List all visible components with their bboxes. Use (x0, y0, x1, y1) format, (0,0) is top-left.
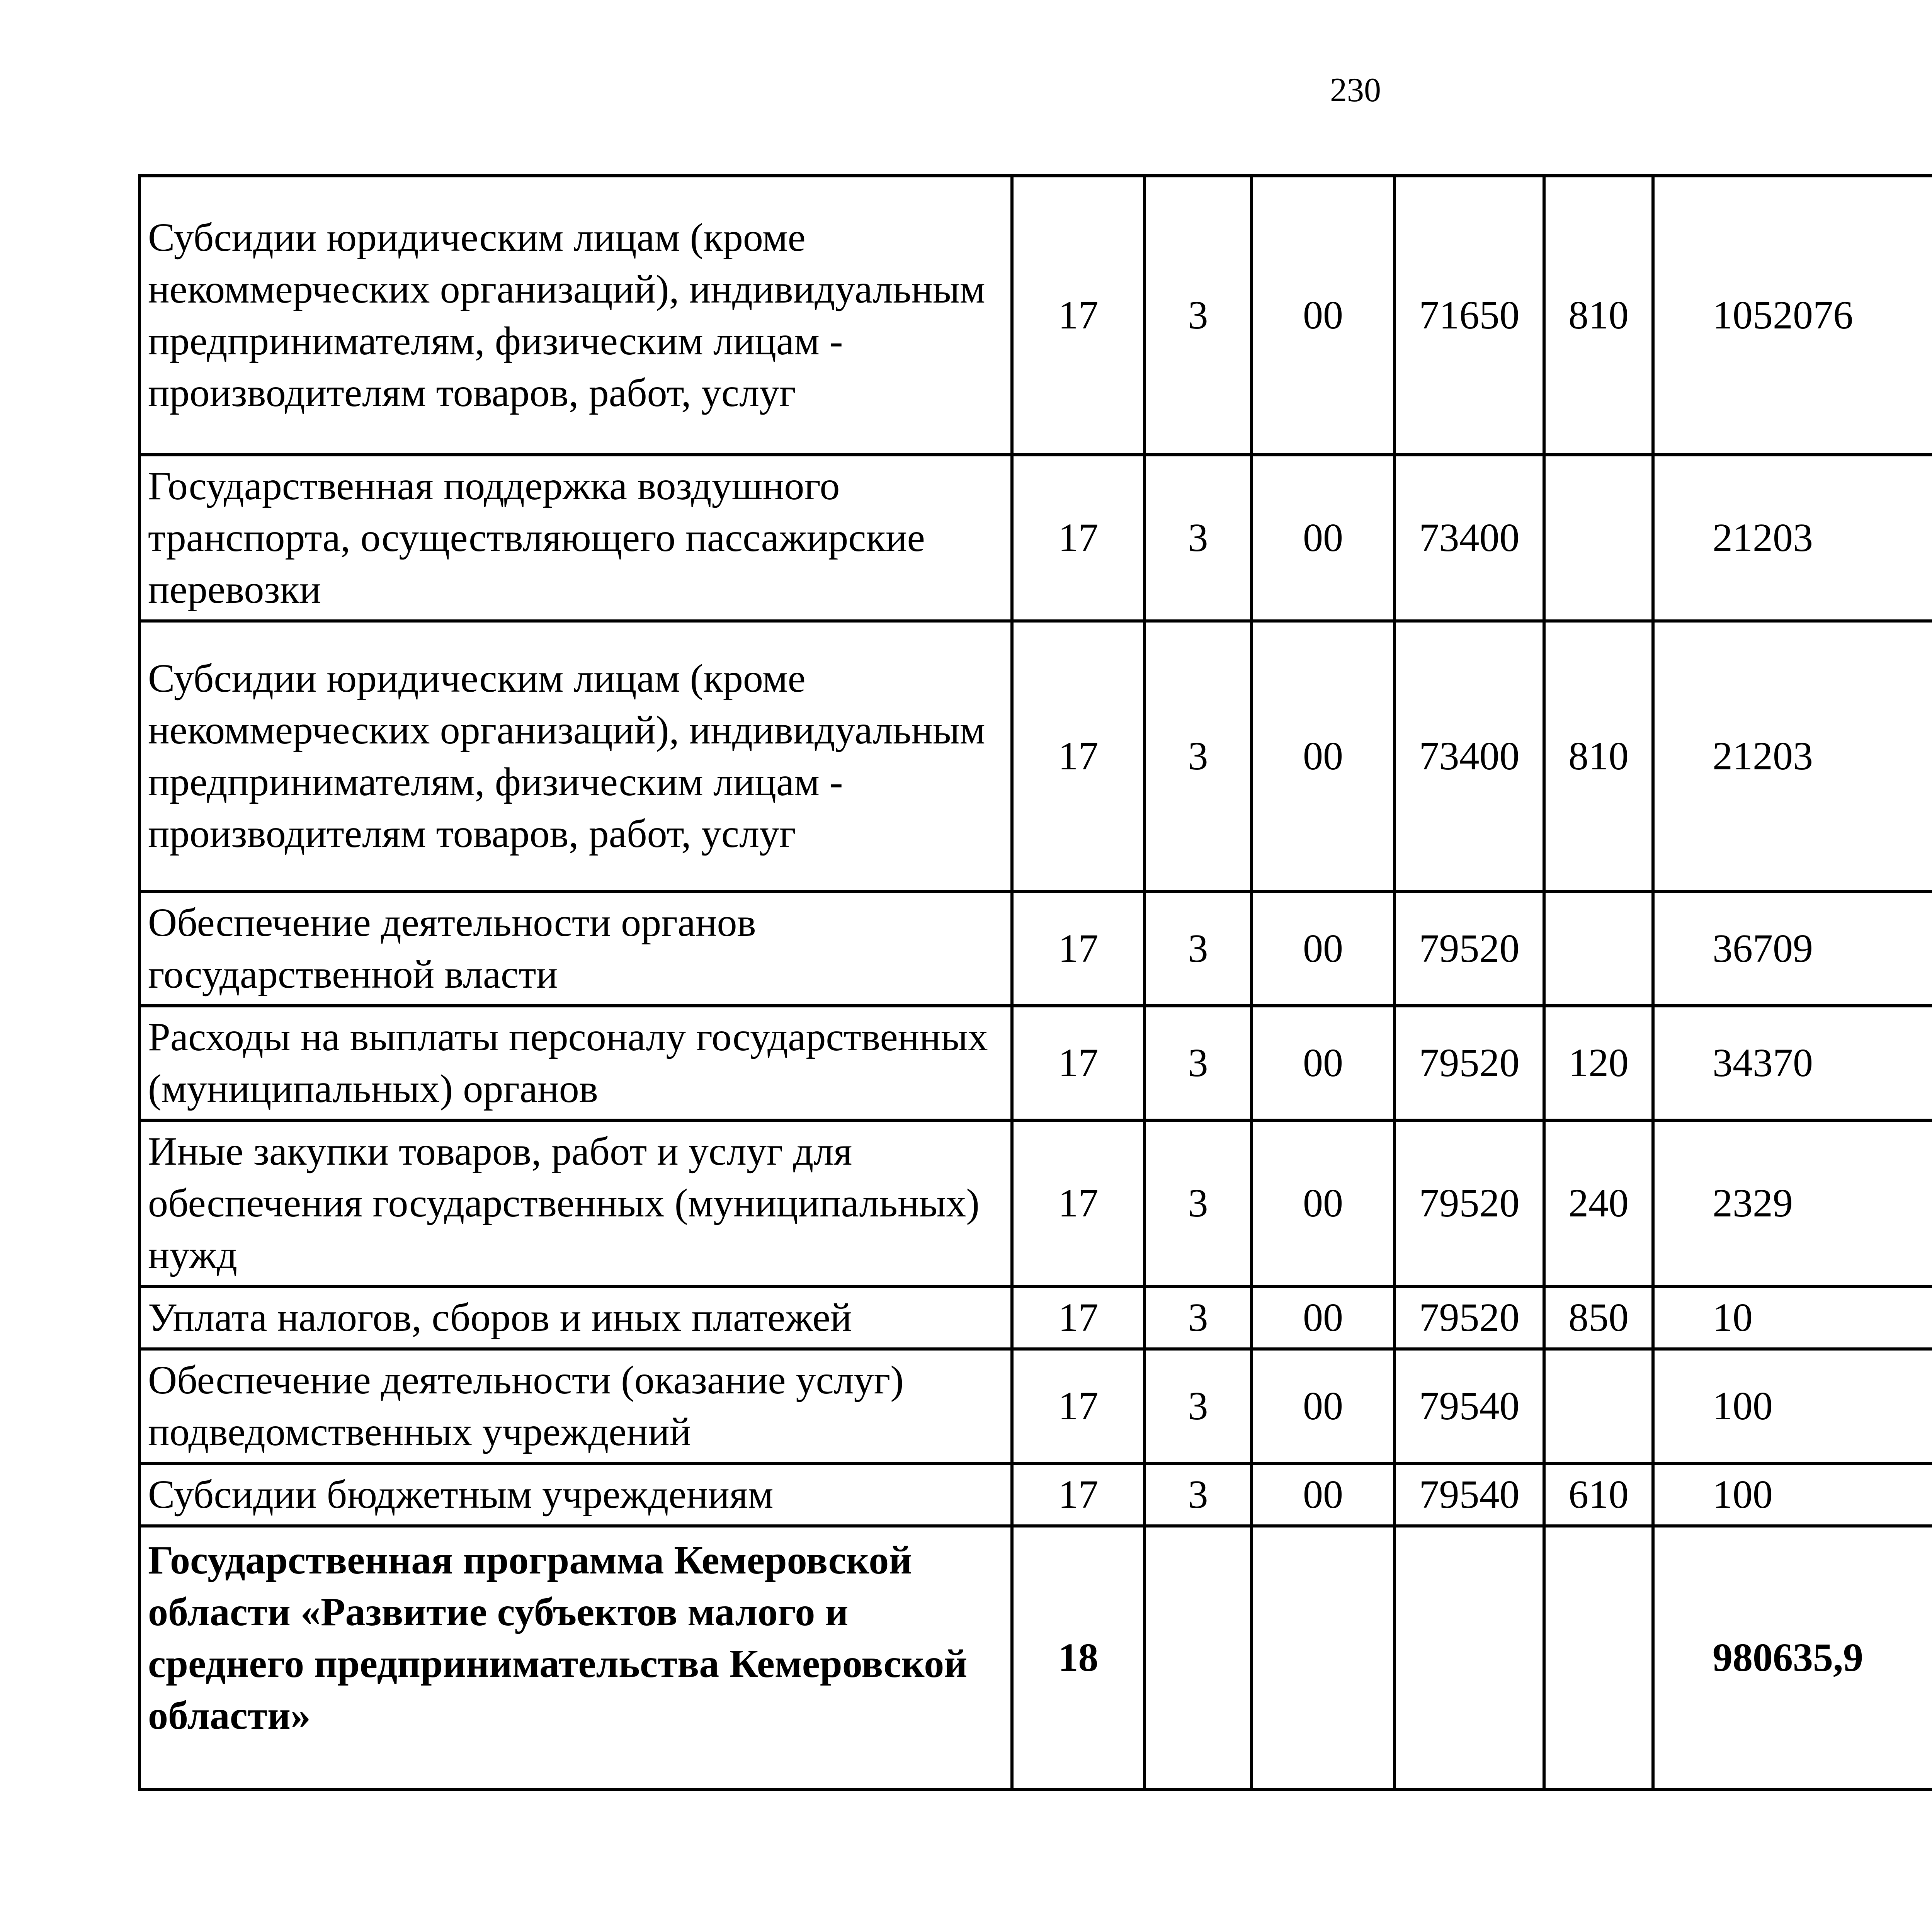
code-target-article: 79540 (1395, 1463, 1544, 1526)
code-subsection: 00 (1252, 1006, 1395, 1120)
code-expense-type: 850 (1544, 1286, 1653, 1349)
code-expense-type: 240 (1544, 1120, 1653, 1286)
row-name: Обеспечение деятельности (оказание услуг) подведомственных учреждений (139, 1349, 1012, 1463)
code-ministry: 17 (1012, 1463, 1145, 1526)
code-expense-type: 120 (1544, 1006, 1653, 1120)
code-ministry: 17 (1012, 1349, 1145, 1463)
code-section: 3 (1145, 1286, 1252, 1349)
code-ministry: 17 (1012, 621, 1145, 891)
code-expense-type (1544, 1526, 1653, 1789)
code-target-article: 73400 (1395, 621, 1544, 891)
table-row (139, 455, 1932, 621)
row-name: Государственная поддержка воздушного транспорта, осуществляющего пассажирские перевозки (139, 455, 1012, 621)
code-ministry: 17 (1012, 891, 1145, 1006)
code-subsection: 00 (1252, 455, 1395, 621)
amount-1: 100 (1653, 1349, 1932, 1463)
code-ministry: 17 (1012, 1286, 1145, 1349)
code-target-article: 71650 (1395, 176, 1544, 455)
code-expense-type (1544, 891, 1653, 1006)
table-row (139, 621, 1932, 891)
code-subsection: 00 (1252, 621, 1395, 891)
row-name: Субсидии юридическим лицам (кроме некоммерческих организаций), индивидуальным предпринимателям, физическим лицам - производителям товаров, работ, услуг (139, 621, 1012, 891)
table-row (139, 1120, 1932, 1286)
table-row-program-total (139, 1526, 1932, 1789)
table-row (139, 1286, 1932, 1349)
row-name: Уплата налогов, сборов и иных платежей (139, 1286, 1012, 1349)
code-ministry: 17 (1012, 1120, 1145, 1286)
row-name: Иные закупки товаров, работ и услуг для обеспечения государственных (муниципальных) нужд (139, 1120, 1012, 1286)
amount-1: 34370 (1653, 1006, 1932, 1120)
code-section: 3 (1145, 176, 1252, 455)
row-name: Обеспечение деятельности органов государственной власти (139, 891, 1012, 1006)
amount-1: 21203 (1653, 621, 1932, 891)
code-subsection: 00 (1252, 1120, 1395, 1286)
code-section: 3 (1145, 1349, 1252, 1463)
amount-1: 2329 (1653, 1120, 1932, 1286)
table-row (139, 1463, 1932, 1526)
code-expense-type (1544, 1349, 1653, 1463)
code-target-article: 79540 (1395, 1349, 1544, 1463)
code-ministry: 18 (1012, 1526, 1145, 1789)
code-expense-type: 810 (1544, 621, 1653, 891)
budget-table (138, 174, 1932, 1791)
row-name: Государственная программа Кемеровской области «Развитие субъектов малого и среднего предпринимательства Кемеровской области» (139, 1526, 1012, 1789)
table-row (139, 891, 1932, 1006)
code-target-article: 79520 (1395, 1286, 1544, 1349)
code-subsection: 00 (1252, 891, 1395, 1006)
table-row (139, 1349, 1932, 1463)
code-section (1145, 1526, 1252, 1789)
code-ministry: 17 (1012, 1006, 1145, 1120)
code-section: 3 (1145, 891, 1252, 1006)
row-name: Субсидии юридическим лицам (кроме некоммерческих организаций), индивидуальным предпринимателям, физическим лицам - производителям товаров, работ, услуг (139, 176, 1012, 455)
code-ministry: 17 (1012, 176, 1145, 455)
amount-1: 1052076 (1653, 176, 1932, 455)
amount-1: 10 (1653, 1286, 1932, 1349)
amount-1: 36709 (1653, 891, 1932, 1006)
amount-1: 100 (1653, 1463, 1932, 1526)
table-row (139, 1006, 1932, 1120)
code-ministry: 17 (1012, 455, 1145, 621)
code-target-article: 79520 (1395, 1120, 1544, 1286)
code-target-article: 79520 (1395, 891, 1544, 1006)
code-subsection: 00 (1252, 1349, 1395, 1463)
page-number: 230 (1330, 71, 1381, 109)
code-target-article (1395, 1526, 1544, 1789)
code-expense-type: 810 (1544, 176, 1653, 455)
table-row (139, 176, 1932, 455)
code-section: 3 (1145, 1463, 1252, 1526)
code-subsection: 00 (1252, 1286, 1395, 1349)
code-section: 3 (1145, 621, 1252, 891)
code-section: 3 (1145, 455, 1252, 621)
code-expense-type: 610 (1544, 1463, 1653, 1526)
amount-1: 21203 (1653, 455, 1932, 621)
code-section: 3 (1145, 1006, 1252, 1120)
row-name: Расходы на выплаты персоналу государственных (муниципальных) органов (139, 1006, 1012, 1120)
code-target-article: 73400 (1395, 455, 1544, 621)
amount-1: 980635,9 (1653, 1526, 1932, 1789)
code-subsection: 00 (1252, 176, 1395, 455)
code-subsection (1252, 1526, 1395, 1789)
code-subsection: 00 (1252, 1463, 1395, 1526)
code-section: 3 (1145, 1120, 1252, 1286)
code-target-article: 79520 (1395, 1006, 1544, 1120)
row-name: Субсидии бюджетным учреждениям (139, 1463, 1012, 1526)
code-expense-type (1544, 455, 1653, 621)
